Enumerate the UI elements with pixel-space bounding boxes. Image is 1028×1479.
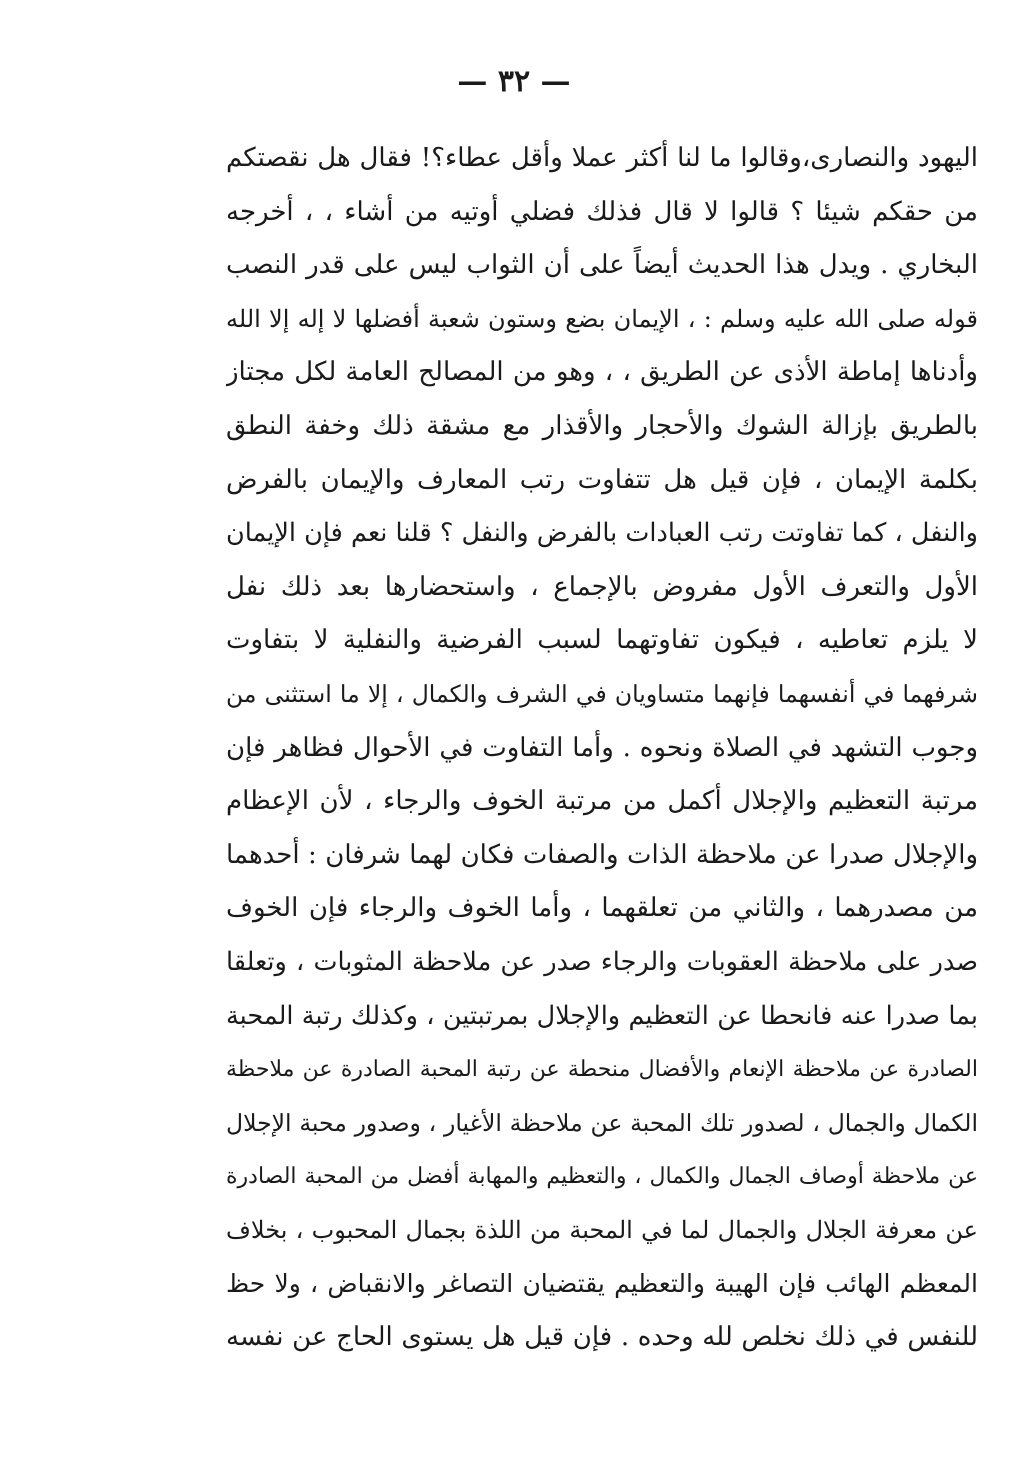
text-line: والإجلال صدرا عن ملاحظة الذات والصفات فكان لهما شرفان : أحدهما [226,839,978,870]
text-line: لا يلزم تعاطيه ، فيكون تفاوتهما لسبب الفرضية والنفلية لا بتفاوت [226,625,978,656]
text-line: الكمال والجمال ، لصدور تلك المحبة عن ملاحظة الأغيار ، وصدور محبة الإجلال [226,1108,978,1137]
page-number: — ٣٢ — [457,64,571,99]
text-line: قوله صلى الله عليه وسلم : ، الإيمان بضع وستون شعبة أفضلها لا إله إلا الله [226,304,978,333]
text-line: بكلمة الإيمان ، فإن قيل هل تتفاوت رتب المعارف والإيمان بالفرض [226,464,978,495]
text-line: الصادرة عن ملاحظة الإنعام والأفضال منحطة عن رتبة المحبة الصادرة عن ملاحظة [226,1057,978,1083]
text-line: شرفهما في أنفسهما فإنهما متساويان في الشرف والكمال ، إلا ما استثنى من [226,679,978,708]
text-line: عن معرفة الجلال والجمال لما في المحبة من اللذة بجمال المحبوب ، بخلاف [226,1215,978,1244]
text-line: بما صدرا عنه فانحطا عن التعظيم والإجلال بمرتبتين ، وكذلك رتبة المحبة [226,1000,978,1031]
text-line: المعظم الهائب فإن الهيبة والتعظيم يقتضيان التصاغر والانقباض ، ولا حظ [226,1269,978,1299]
text-line: وأدناها إماطة الأذى عن الطريق ، ، وهو من المصالح العامة لكل مجتاز [226,357,978,388]
text-line: وجوب التشهد في الصلاة ونحوه . وأما التفاوت في الأحوال فظاهر فإن [226,732,978,763]
text-line: اليهود والنصارى،وقالوا ما لنا أكثر عملا وأقل عطاء؟! فقال هل نقصتكم [226,143,978,173]
text-line: للنفس في ذلك نخلص لله وحده . فإن قيل هل يستوى الحاج عن نفسه [226,1322,978,1353]
body-text [226,132,978,1365]
text-line: البخاري . ويدل هذا الحديث أيضاً على أن الثواب ليس على قدر النصب [226,250,978,281]
text-line: صدر على ملاحظة العقوبات والرجاء صدر عن ملاحظة المثوبات ، وتعلقا [226,946,978,977]
text-line: من حقكم شيئا ؟ قالوا لا قال فذلك فضلي أوتيه من أشاء ، ، أخرجه [226,196,978,227]
text-line: مرتبة التعظيم والإجلال أكمل من مرتبة الخوف والرجاء ، لأن الإعظام [226,786,978,817]
text-line: من مصدرهما ، والثاني من تعلقهما ، وأما الخوف والرجاء فإن الخوف [226,893,978,924]
text-line: والنفل ، كما تفاوتت رتب العبادات بالفرض والنفل ؟ قلنا نعم فإن الإيمان [226,518,978,549]
text-line: الأول والتعرف الأول مفروض بالإجماع ، واستحضارها بعد ذلك نفل [226,571,978,602]
text-line: بالطريق بإزالة الشوك والأحجار والأقذار مع مشقة ذلك وخفة النطق [226,410,978,441]
text-line: عن ملاحظة أوصاف الجمال والكمال ، والتعظيم والمهابة أفضل من المحبة الصادرة [226,1164,978,1190]
